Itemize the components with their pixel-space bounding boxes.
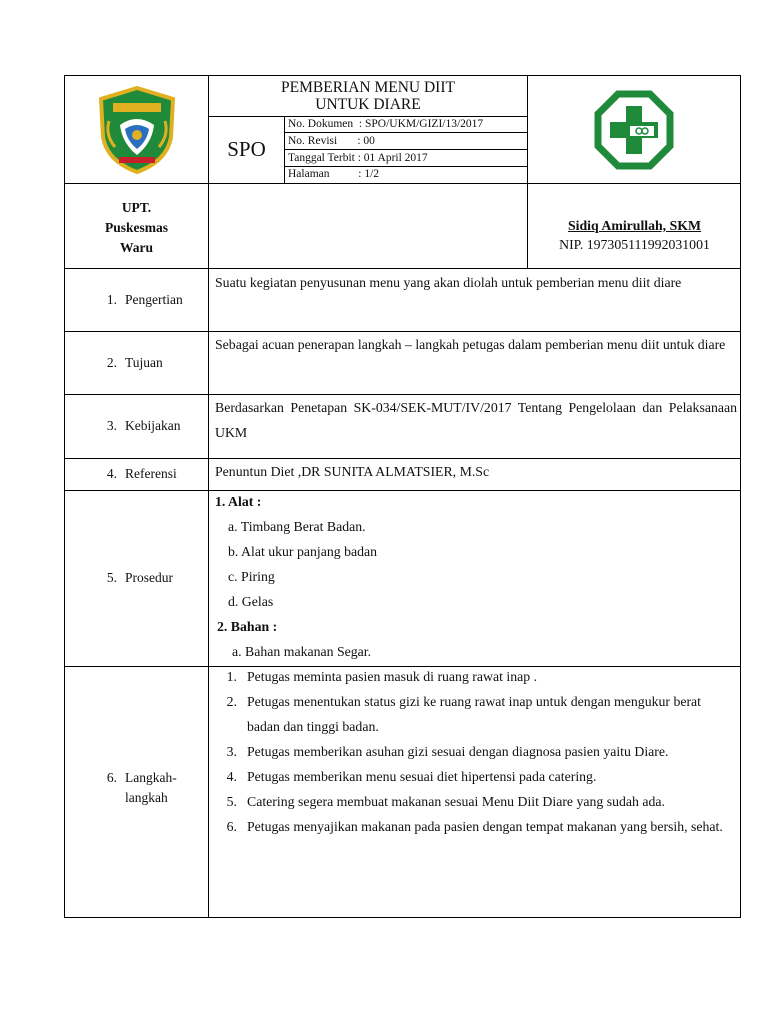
step-item: 5. Catering segera membuat makanan sesuai Menu Diit Diare yang sudah ada.	[226, 794, 665, 809]
alat-list	[215, 514, 737, 614]
section-title: Pengertian	[125, 291, 183, 307]
puskesmas-logo-icon	[594, 90, 674, 170]
section-title: Referensi	[125, 466, 177, 481]
spo-document	[64, 75, 741, 918]
section-number: 1.	[106, 291, 117, 307]
alat-heading: 1. Alat :	[215, 494, 262, 509]
section-title-line-2: langkah	[125, 790, 168, 805]
bahan-item: a. Bahan makanan Segar.	[232, 644, 372, 659]
section-content-referensi: Penuntun Diet ,DR SUNITA ALMATSIER, M.Sc	[215, 464, 490, 479]
page-number: Halaman : 1/2	[288, 168, 380, 180]
alat-item: b. Alat ukur panjang badan	[228, 544, 378, 559]
alat-item: a. Timbang Berat Badan.	[228, 519, 366, 534]
step-item: 6. Petugas menyajikan makanan pada pasien dengan tempat makanan yang bersih, sehat.	[226, 819, 723, 834]
section-number: 3.	[106, 418, 117, 433]
bahan-list	[215, 639, 737, 664]
alat-item: c. Piring	[228, 569, 275, 584]
steps-list	[215, 664, 727, 839]
section-number: 2.	[106, 354, 117, 370]
section-number: 4.	[106, 466, 117, 481]
section-title-line-1: Langkah-	[125, 770, 177, 785]
revision-number: No. Revisi : 00	[288, 135, 375, 147]
org-line-2: Puskesmas	[104, 220, 168, 235]
doc-number: No. Dokumen : SPO/UKM/GIZI/13/2017	[288, 118, 484, 130]
step-item: 4. Petugas memberikan menu sesuai diet hipertensi pada catering.	[226, 769, 597, 784]
section-label-kebijakan	[65, 394, 208, 458]
section-label-langkah	[65, 768, 208, 808]
step-item: 1. Petugas meminta pasien masuk di ruang rawat inap .	[226, 669, 538, 684]
section-label-tujuan	[65, 331, 208, 394]
org-line-1: UPT.	[121, 200, 152, 215]
title-line-2: UNTUK DIARE	[315, 96, 421, 113]
section-content-prosedur	[215, 489, 737, 664]
organization-name	[65, 183, 208, 268]
step-item: 2. Petugas menentukan status gizi ke ruang rawat inap untuk dengan mengukur berat badan dan tinggi badan.	[226, 694, 702, 734]
section-content-pengertian: Suatu kegiatan penyusunan menu yang akan diolah untuk pemberian menu diit diare	[215, 275, 682, 290]
document-title	[209, 76, 527, 116]
section-content-kebijakan: Berdasarkan Penetapan SK-034/SEK-MUT/IV/2017 Tentang Pengelolaan dan Pelaksanaan UKM	[215, 400, 737, 440]
district-emblem	[65, 76, 208, 183]
section-label-prosedur	[65, 490, 208, 666]
section-content-tujuan: Sebagai acuan penerapan langkah – langkah petugas dalam pemberian menu diit untuk diare	[215, 337, 726, 352]
org-line-3: Waru	[119, 240, 153, 255]
bahan-heading: 2. Bahan :	[217, 619, 278, 634]
step-item: 3. Petugas memberikan asuhan gizi sesuai dengan diagnosa pasien yaitu Diare.	[226, 744, 669, 759]
alat-item: d. Gelas	[228, 594, 274, 609]
section-title: Kebijakan	[125, 418, 181, 433]
spo-label: SPO	[227, 137, 266, 161]
puskesmas-logo	[527, 76, 740, 183]
signatory-name: Sidiq Amirullah, SKM	[567, 218, 702, 233]
section-number: 6.	[106, 770, 117, 785]
signature-block	[527, 183, 742, 268]
title-line-1: PEMBERIAN MENU DIIT	[281, 79, 455, 96]
issue-date: Tanggal Terbit : 01 April 2017	[288, 152, 428, 164]
column-divider	[208, 76, 209, 918]
section-title: Prosedur	[125, 570, 173, 585]
section-number: 5.	[106, 570, 117, 585]
signatory-nip: NIP. 197305111992031001	[559, 237, 710, 252]
section-label-referensi	[65, 458, 208, 490]
section-content-langkah	[215, 664, 727, 839]
section-label-pengertian	[65, 268, 208, 331]
section-title: Tujuan	[125, 354, 163, 370]
district-emblem-icon	[95, 85, 179, 175]
